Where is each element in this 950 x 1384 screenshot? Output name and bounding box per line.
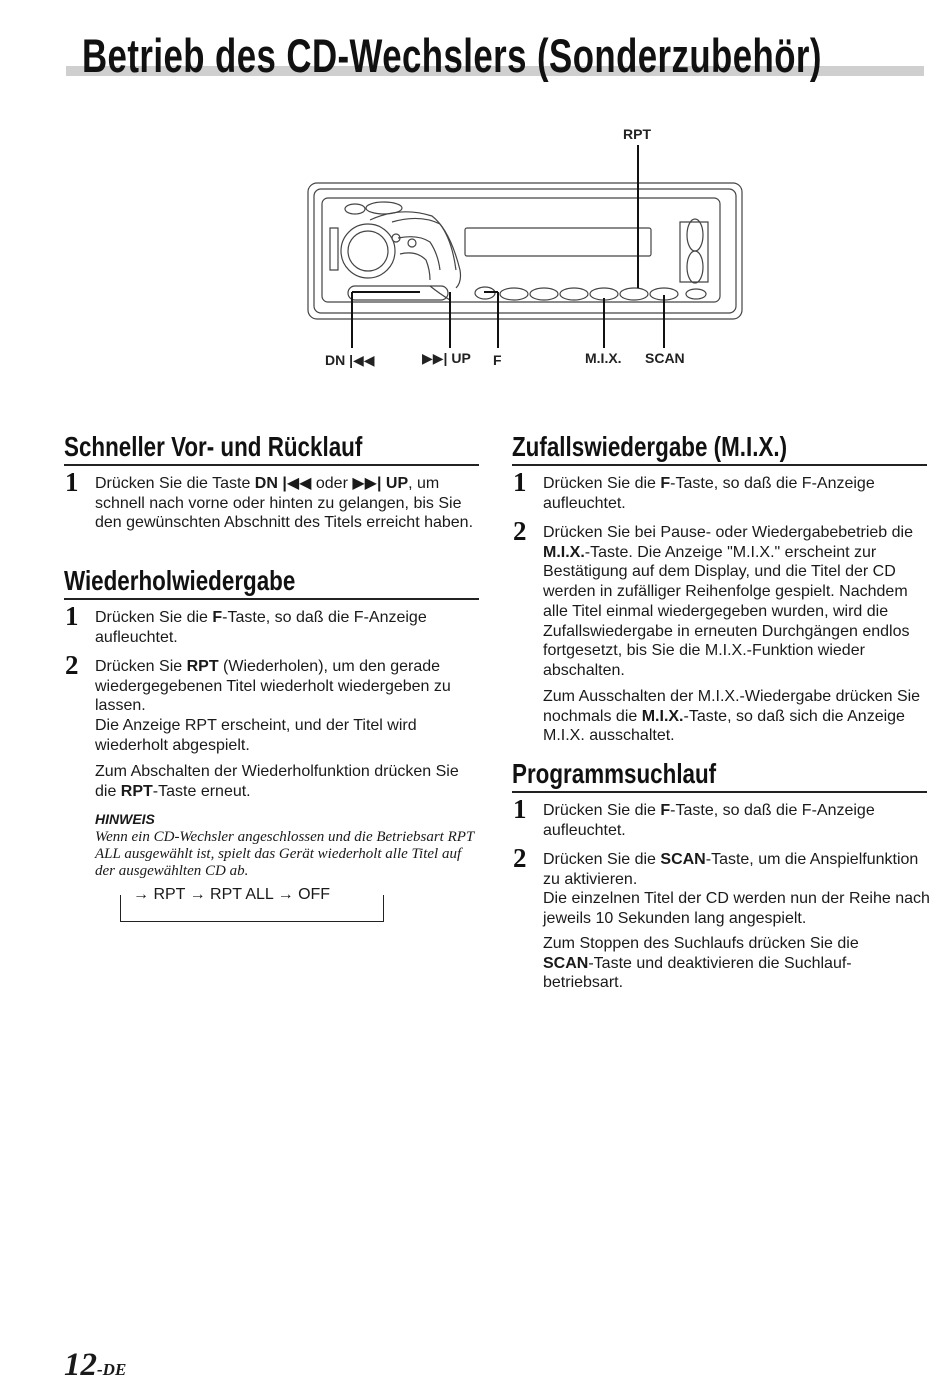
step-number: 2 [513,843,527,873]
section-rule [64,598,479,600]
f-label: F [493,352,502,368]
note-text: Wenn ein CD-Wechsler angeschlossen und die Betriebsart RPT ALL ausgewählt ist, spielt das Gerät wiederholt alle Titel auf der ausgewählten CD ab. [95,829,474,879]
step-number: 1 [513,467,527,497]
scan-label: SCAN [645,350,685,366]
step-text: Drücken Sie bei Pause- oder Wiedergabebetrieb die M.I.X.-Taste. Die Anzeige "M.I.X." erscheint zur Bestätigung auf dem Display, und die Titel der CD werden in zufälliger Reihenfolge gespielt. Nachdem alle Titel einmal wiedergegeben wurden, wird die Zufallswiedergabe in erneuten Durchgängen endlos fortgesetzt, bis Sie die M.I.X.-Funktion wieder abschalten. [543,524,913,679]
repeat-mode-cycle: → RPT → RPT ALL → OFF [133,886,331,903]
step-text: Zum Stoppen des Suchlaufs drücken Sie die SCAN-Taste und deaktivieren die Suchlauf-betriebsart. [543,935,859,992]
mix-label: M.I.X. [585,350,622,366]
step-number: 1 [513,794,527,824]
step-number: 1 [65,467,79,497]
step-text: Zum Ausschalten der M.I.X.-Wiedergabe drücken Sie nochmals die M.I.X.-Taste, so daß sich die Anzeige M.I.X. ausschaltet. [543,688,921,745]
step-text: Drücken Sie RPT (Wiederholen), um den gerade wiedergegebenen Titel wiederholt wiedergeben zu lassen. Die Anzeige RPT erscheint, und der Titel wird wiederholt abgespielt. [95,658,451,754]
heading-random-playback: Zufallswiedergabe (M.I.X.) [512,431,788,462]
cd-changer-control-panel-illustration [300,120,760,380]
step-text: Drücken Sie die F-Taste, so daß die F-Anzeige aufleuchtet. [95,609,427,646]
section-rule [64,464,479,466]
step-text: Zum Abschalten der Wiederholfunktion drücken Sie die RPT-Taste erneut. [95,763,459,800]
page-title: Betrieb des CD-Wechslers (Sonderzubehör) [82,29,822,82]
step-number: 2 [65,650,79,680]
heading-program-scan: Programmsuchlauf [512,758,717,789]
heading-fast-forward-rewind: Schneller Vor- und Rücklauf [64,431,363,462]
dn-label: DN |◀◀ [325,352,375,368]
section-rule [512,464,927,466]
section-rule [512,791,927,793]
step-number: 2 [513,516,527,546]
step-text: Drücken Sie die SCAN-Taste, um die Anspielfunktion zu aktivieren. Die einzelnen Titel der CD werden nun der Reihe nach jeweils 10 Sekunden lang angespielt. [543,851,930,928]
step-number: 1 [65,601,79,631]
step-text: Drücken Sie die F-Taste, so daß die F-Anzeige aufleuchtet. [543,802,875,839]
note-title: HINWEIS [95,811,155,827]
up-label: ▶▶| UP [422,350,471,366]
step-text: Drücken Sie die Taste DN |◀◀ oder ▶▶| UP, um schnell nach vorne oder hinten zu gelangen, bis Sie den gewünschten Abschnitt des Titels erreicht haben. [95,475,474,532]
step-text: Drücken Sie die F-Taste, so daß die F-Anzeige aufleuchtet. [543,475,875,512]
heading-repeat-playback: Wiederholwiedergabe [64,565,296,596]
page-number: 12-DE [64,1347,127,1383]
rpt-label: RPT [623,126,651,142]
